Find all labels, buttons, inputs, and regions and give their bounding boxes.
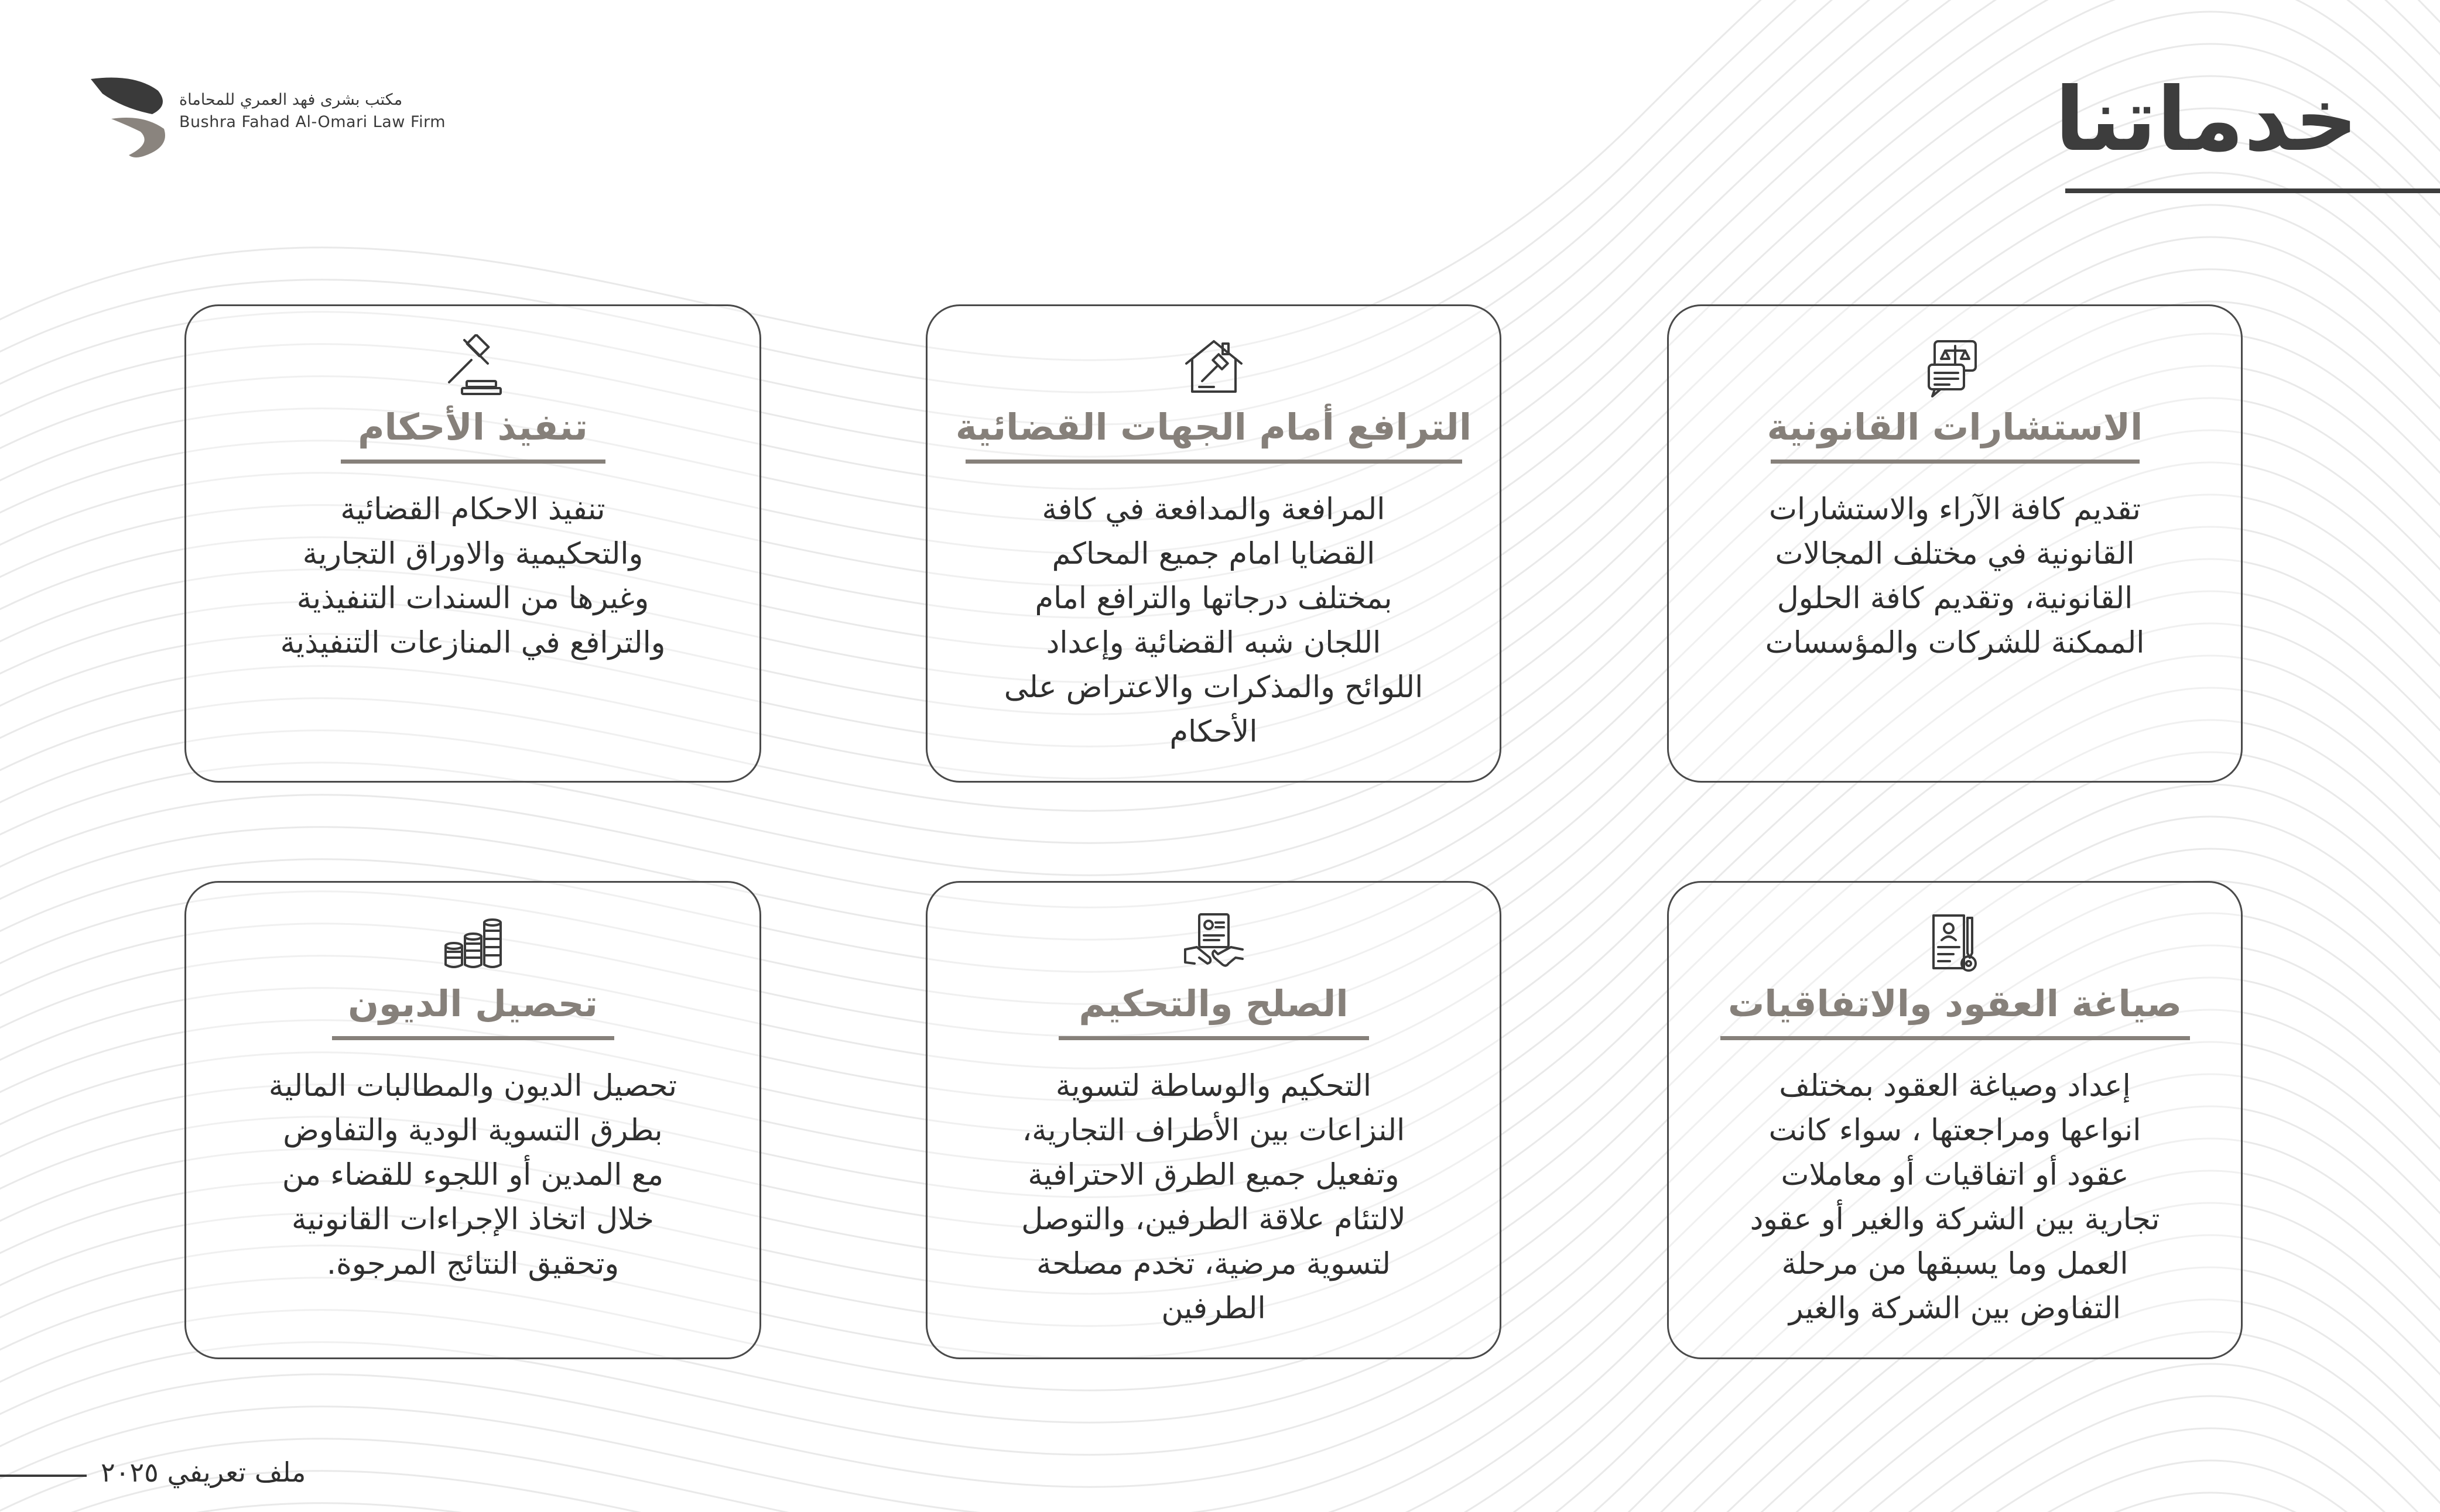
description-line: تنفيذ الاحكام القضائية — [340, 492, 605, 527]
description-line: عقود أو اتفاقيات أو معاملات — [1781, 1158, 2129, 1192]
description-line: انواعها ومراجعتها ، سواء كانت — [1768, 1113, 2141, 1148]
description-line: خلال اتخاذ الإجراءات القانونية — [292, 1202, 654, 1237]
card-description — [204, 488, 742, 666]
description-line: العمل وما يسبقها من مرحلة — [1781, 1247, 2128, 1281]
description-line: لالتئام علاقة الطرفين، والتوصل — [1021, 1202, 1406, 1237]
background-wave-line — [0, 1364, 2440, 1512]
description-line: بمختلف درجاتها والترافع امام — [1035, 581, 1392, 616]
description-line: تقديم كافة الآراء والاستشارات — [1769, 492, 2141, 527]
page-title: خدماتنا — [2055, 69, 2358, 171]
description-line: وغيرها من السندات التنفيذية — [296, 581, 649, 616]
description-line: المرافعة والمدافعة في كافة — [1042, 492, 1385, 527]
description-line: التفاوض بين الشركة والغير — [1788, 1291, 2121, 1326]
description-line: الطرفين — [1161, 1291, 1266, 1326]
logo-arabic-name: مكتب بشرى فهد العمري للمحاماة — [179, 91, 403, 109]
service-card-judgment-enforcement — [184, 304, 761, 783]
card-description — [1686, 1064, 2223, 1331]
description-line: اللجان شبه القضائية وإعداد — [1046, 626, 1381, 660]
description-line: إعداد وصياغة العقود بمختلف — [1779, 1069, 2131, 1103]
card-title-underline — [341, 460, 605, 464]
card-description — [1686, 488, 2223, 666]
service-card-legal-consultation — [1667, 304, 2243, 783]
description-line: لتسوية مرضية، تخدم مصلحة — [1036, 1247, 1391, 1281]
contract-document-icon — [1923, 911, 1987, 975]
card-title: تنفيذ الأحكام — [358, 406, 588, 448]
firm-logo — [88, 73, 468, 161]
card-title-underline — [1059, 1036, 1369, 1040]
description-line: القانونية، وتقديم كافة الحلول — [1777, 581, 2133, 616]
courthouse-gavel-icon — [1182, 334, 1246, 399]
description-line: والتحكيمية والاوراق التجارية — [302, 537, 644, 571]
card-description — [945, 488, 1482, 755]
card-title-underline — [1771, 460, 2140, 464]
description-line: الممكنة للشركات والمؤسسات — [1765, 626, 2145, 660]
card-title-underline — [1720, 1036, 2190, 1040]
service-card-contract-drafting — [1667, 881, 2243, 1359]
service-card-debt-collection — [184, 881, 761, 1359]
logo-english-name: Bushra Fahad Al-Omari Law Firm — [179, 113, 446, 131]
description-line: مع المدين أو اللجوء للقضاء من — [282, 1158, 664, 1192]
description-line: وتحقيق النتائج المرجوة. — [326, 1247, 620, 1281]
description-line: والترافع في المنازعات التنفيذية — [280, 626, 666, 660]
service-card-settlement-arbitration — [926, 881, 1501, 1359]
title-underline — [2065, 188, 2440, 193]
card-title-underline — [332, 1036, 614, 1040]
description-line: تجارية بين الشركة والغير أو عقود — [1750, 1202, 2160, 1237]
description-line: القانونية في مختلف المجالات — [1775, 537, 2135, 571]
description-line: التحكيم والوساطة لتسوية — [1055, 1069, 1372, 1103]
card-title: صياغة العقود والاتفاقيات — [1727, 982, 2182, 1025]
description-line: اللوائح والمذكرات والاعتراض على — [1004, 670, 1423, 705]
footer-label: ملف تعريفي ٢٠٢٥ — [101, 1456, 306, 1488]
description-line: النزاعات بين الأطراف التجارية، — [1022, 1113, 1405, 1148]
firm-logo-mark — [88, 73, 170, 161]
background-wave-line — [0, 1396, 2440, 1512]
description-line: الأحكام — [1169, 715, 1258, 749]
handshake-agreement-icon — [1182, 911, 1246, 975]
card-title: الصلح والتحكيم — [1079, 982, 1349, 1025]
card-title: تحصيل الديون — [348, 982, 598, 1025]
card-title: الاستشارات القانونية — [1767, 406, 2143, 448]
coin-stacks-icon — [441, 911, 505, 975]
description-line: وتفعيل جميع الطرق الاحترافية — [1028, 1158, 1399, 1192]
footer-rule — [0, 1475, 87, 1477]
card-description — [204, 1064, 742, 1287]
card-description — [945, 1064, 1482, 1331]
gavel-icon — [441, 334, 505, 399]
description-line: بطرق التسوية الودية والتفاوض — [283, 1113, 663, 1148]
legal-consultation-icon — [1923, 334, 1987, 399]
description-line: القضايا امام جميع المحاكم — [1052, 537, 1375, 571]
description-line: تحصيل الديون والمطالبات المالية — [268, 1069, 677, 1103]
card-title-underline — [966, 460, 1462, 464]
card-title: الترافع أمام الجهات القضائية — [955, 406, 1472, 448]
service-card-litigation — [926, 304, 1501, 783]
